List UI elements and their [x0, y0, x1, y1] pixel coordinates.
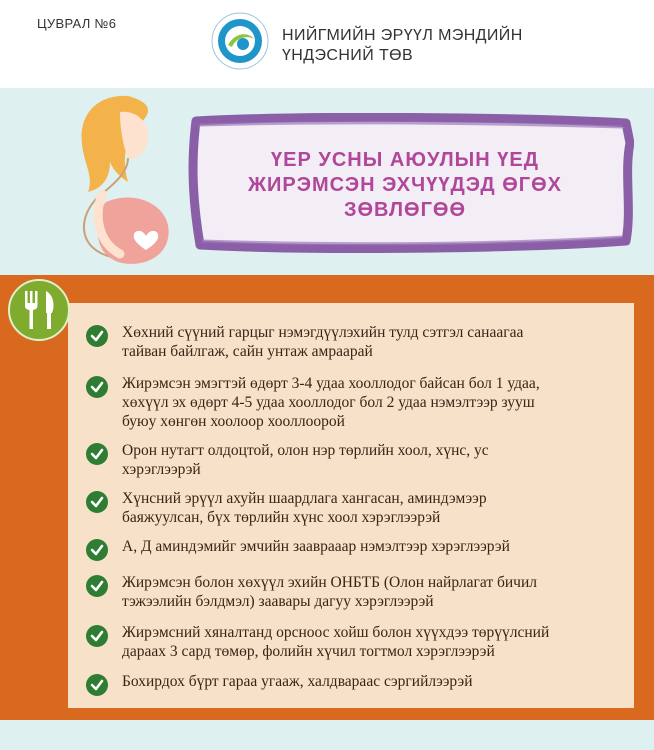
- title-line-3: ЗӨВЛӨГӨӨ: [343, 199, 467, 221]
- fork-knife-icon: [10, 281, 68, 339]
- checkmark-icon: [86, 575, 108, 597]
- organization-name: [282, 26, 523, 66]
- item-line: Орон нутагт олдоцтой, олон нэр төрлийн хоол, хүнс, ус: [122, 442, 489, 459]
- checkmark-icon: [86, 325, 108, 347]
- checkmark-icon: [86, 539, 108, 561]
- item-line: Жирэмсэн эмэгтэй өдөрт 3-4 удаа хооллодог байсан бол 1 удаа,: [122, 375, 540, 392]
- checkmark-icon: [86, 674, 108, 696]
- title-line-2: ЖИРЭМСЭН ЭХЧҮҮДЭД ӨГӨХ: [247, 174, 563, 196]
- item-line: буюу хөнгөн хоолоор хооллоорой: [122, 413, 345, 430]
- checkmark-icon: [86, 443, 108, 465]
- checkmark-icon: [86, 491, 108, 513]
- checkmark-icon: [86, 625, 108, 647]
- header: [0, 0, 654, 88]
- pregnant-woman-icon: [58, 92, 188, 272]
- page-title: [210, 148, 600, 223]
- item-line: Хөхний сүүний гарцыг нэмэгдүүлэхийн тулд сэтгэл санаагаа: [122, 324, 524, 341]
- item-line: дараах 3 сард төмөр, фолийн хүчил тогтмол хэрэглээрэй: [122, 643, 495, 660]
- item-line: Хүнсний эрүүл ахуйн шаардлага хангасан, аминдэмээр: [122, 490, 487, 507]
- item-line: тайван байлгаж, сайн унтаж амраарай: [122, 343, 373, 360]
- fork-knife-badge: [8, 279, 70, 341]
- org-name-line-2: ҮНДЭСНИЙ ТӨВ: [282, 47, 414, 64]
- org-name-line-1: НИЙГМИЙН ЭРҮҮЛ МЭНДИЙН: [282, 27, 523, 44]
- item-line: хөхүүл эх өдөрт 4-5 удаа хооллодог бол 2 удаа нэмэлтээр зууш: [122, 394, 535, 411]
- item-line: тэжээлийн бэлдмэл) заавары дагуу хэрэглээрэй: [122, 593, 434, 610]
- item-line: А, Д аминдэмийг эмчийн зааврааар нэмэлтээр хэрэглээрэй: [122, 538, 510, 555]
- item-line: баяжуулсан, бүх төрлийн хүнс хоол хэрэглээрэй: [122, 509, 441, 526]
- series-label: ЦУВРАЛ №6: [37, 16, 117, 31]
- footer-strip: [0, 720, 654, 750]
- item-line: Жирэмсний хяналтанд орсноос хойш болон хүүхдээ төрүүлсний: [122, 624, 550, 641]
- title-line-1: ҮЕР УСНЫ АЮУЛЫН ҮЕД: [271, 149, 539, 171]
- organization-logo-icon: [210, 11, 270, 71]
- item-line: Бохирдох бүрт гараа угааж, халдвараас сэргийлээрэй: [122, 673, 473, 690]
- item-line: Жирэмсэн болон хөхүүл эхийн ОНБТБ (Олон найрлагат бичил: [122, 574, 537, 591]
- item-line: хэрэглээрэй: [122, 461, 201, 478]
- checkmark-icon: [86, 376, 108, 398]
